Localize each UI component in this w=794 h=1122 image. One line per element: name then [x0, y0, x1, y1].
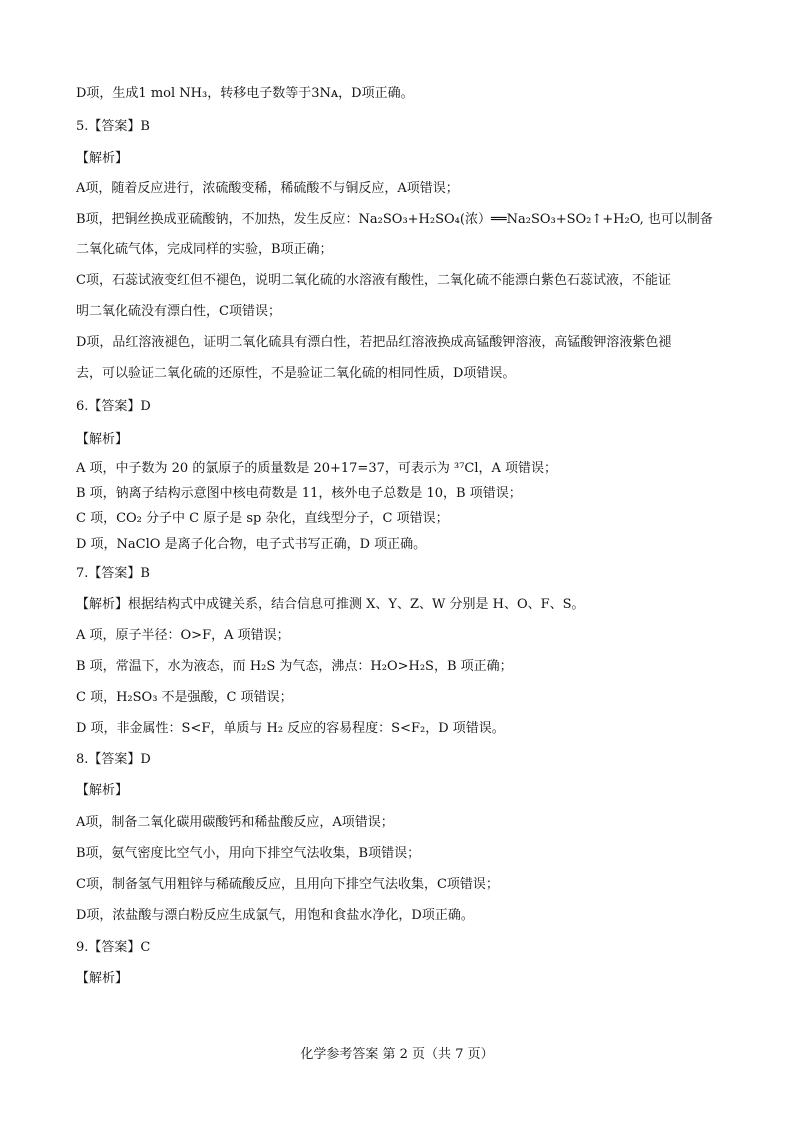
q5-jiexi: 【解析】 [76, 151, 129, 166]
q7-answer: 7.【答案】B [76, 566, 150, 581]
q5-option-b-line2: 二氧化硫气体，完成同样的实验，B项正确； [76, 242, 333, 257]
q7-jiexi: 【解析】根据结构式中成键关系，结合信息可推测 X、Y、Z、W 分别是 H、O、F、S。 [76, 597, 585, 612]
q5-option-d-line2: 去，可以验证二氧化硫的还原性，不是验证二氧化硫的相同性质，D项错误。 [76, 366, 516, 381]
q5-option-a: A项，随着反应进行，浓硫酸变稀，稀硫酸不与铜反应，A项错误； [76, 181, 459, 196]
q6-jiexi: 【解析】 [76, 432, 129, 447]
q5-answer: 5.【答案】B [76, 119, 150, 134]
q5-option-c-line2: 明二氧化硫没有漂白性，C项错误； [76, 304, 281, 319]
q7-option-c: C 项，H₂SO₃ 不是强酸，C 项错误； [76, 690, 293, 705]
q9-jiexi: 【解析】 [76, 971, 129, 986]
q6-answer: 6.【答案】D [76, 399, 151, 414]
q6-option-c: C 项，CO₂ 分子中 C 原子是 sp 杂化，直线型分子，C 项错误； [76, 511, 449, 526]
q8-option-c: C项，制备氢气用粗锌与稀硫酸反应，且用向下排空气法收集，C项错误； [76, 877, 499, 892]
q8-option-d: D项，浓盐酸与漂白粉反应生成氯气，用饱和食盐水净化，D项正确。 [76, 908, 474, 923]
q8-option-a: A项，制备二氧化碳用碳酸钙和稀盐酸反应，A项错误； [76, 815, 394, 830]
q5-option-d-line1: D项，品红溶液褪色，证明二氧化硫具有漂白性，若把品红溶液换成高锰酸钾溶液，高锰酸钾溶液紫色褪 [76, 335, 672, 350]
page-footer: 化学参考答案 第 2 页（共 7 页） [300, 1047, 494, 1062]
q6-option-a: A 项，中子数为 20 的氯原子的质量数是 20+17=37，可表示为 ³⁷Cl，A 项错误； [76, 461, 558, 476]
q6-option-d: D 项，NaClO 是离子化合物，电子式书写正确，D 项正确。 [76, 537, 427, 552]
q4-option-d: D项，生成1 mol NH₃，转移电子数等于3Nᴀ，D项正确。 [76, 86, 414, 101]
q8-answer: 8.【答案】D [76, 752, 151, 767]
q7-option-d: D 项，非金属性：S<F，单质与 H₂ 反应的容易程度：S<F₂，D 项错误。 [76, 721, 505, 736]
q8-jiexi: 【解析】 [76, 783, 129, 798]
q5-option-c-line1: C项，石蕊试液变红但不褪色，说明二氧化硫的水溶液有酸性，二氧化硫不能漂白紫色石蕊试液，不能证 [76, 273, 671, 288]
q5-option-b-line1: B项，把铜丝换成亚硫酸钠，不加热，发生反应：Na₂SO₃+H₂SO₄(浓）══Na₂SO₃+SO₂↑+H₂O, 也可以制备 [76, 212, 713, 227]
q7-option-b: B 项，常温下，水为液态，而 H₂S 为气态，沸点：H₂O>H₂S，B 项正确； [76, 659, 513, 674]
q9-answer: 9.【答案】C [76, 940, 151, 955]
q8-option-b: B项，氨气密度比空气小，用向下排空气法收集，B项错误； [76, 846, 421, 861]
q7-option-a: A 项，原子半径：O>F，A 项错误； [76, 628, 290, 643]
q6-option-b: B 项，钠离子结构示意图中核电荷数是 11，核外电子总数是 10，B 项错误； [76, 486, 522, 501]
